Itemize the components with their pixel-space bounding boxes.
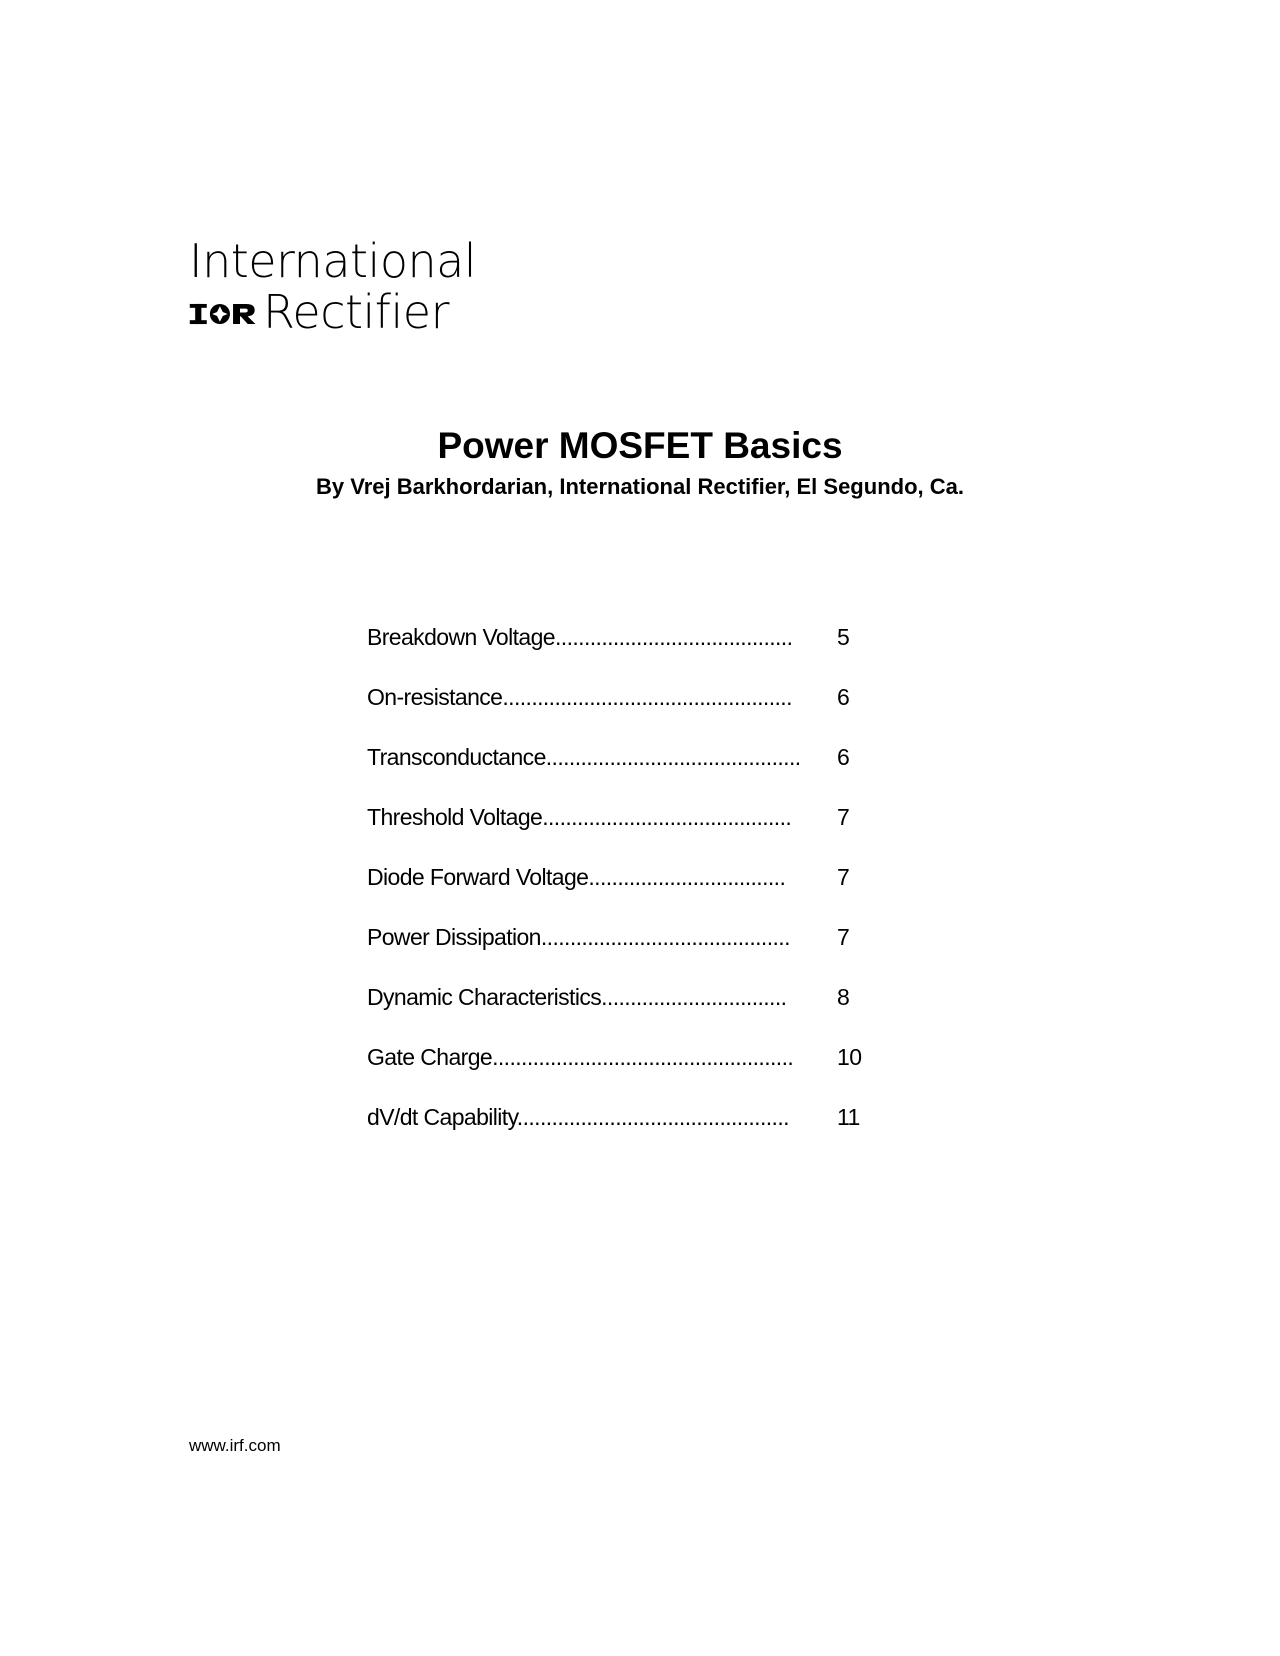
toc-page-number: 7 [837, 864, 850, 890]
toc-row [367, 684, 927, 744]
toc-entry: Breakdown Voltage......................................... [367, 624, 793, 650]
toc-page-number: 8 [837, 984, 850, 1010]
toc-entry: Gate Charge.................................................... [367, 1044, 794, 1070]
toc-page-number: 5 [837, 624, 850, 650]
toc-entry: Dynamic Characteristics................................ [367, 984, 787, 1010]
toc-row [367, 1044, 927, 1104]
toc-entry: On-resistance.................................................. [367, 684, 792, 710]
footer-website: www.irf.com [189, 1436, 281, 1455]
ior-logo-mark-icon [189, 298, 257, 330]
toc-page-number: 6 [837, 684, 850, 710]
toc-row [367, 984, 927, 1044]
logo-word-rectifier: Rectifier [263, 285, 449, 339]
toc-row [367, 804, 927, 864]
toc-page-number: 6 [837, 744, 850, 770]
toc-page-number: 7 [837, 924, 850, 950]
toc-row [367, 924, 927, 984]
toc-entry: Diode Forward Voltage.................................. [367, 864, 786, 890]
toc-entry: dV/dt Capability............................................... [367, 1104, 789, 1130]
logo-line-rectifier-row [189, 286, 449, 338]
toc-entry: Threshold Voltage........................................... [367, 804, 792, 830]
toc-entry: Power Dissipation........................................... [367, 924, 790, 950]
toc-page-number: 11 [837, 1104, 860, 1130]
toc-entry: Transconductance............................................ [367, 744, 801, 770]
company-logo [189, 234, 477, 339]
document-title: Power MOSFET Basics [437, 425, 843, 466]
toc-page-number: 10 [837, 1044, 862, 1070]
toc-row [367, 864, 927, 924]
logo-line-international: International [189, 234, 477, 288]
toc-row [367, 1104, 927, 1164]
toc-row [367, 624, 927, 684]
toc-row [367, 744, 927, 804]
toc-page-number: 7 [837, 804, 850, 830]
table-of-contents [367, 624, 927, 1164]
document-byline: By Vrej Barkhordarian, International Rectifier, El Segundo, Ca. [316, 474, 964, 499]
